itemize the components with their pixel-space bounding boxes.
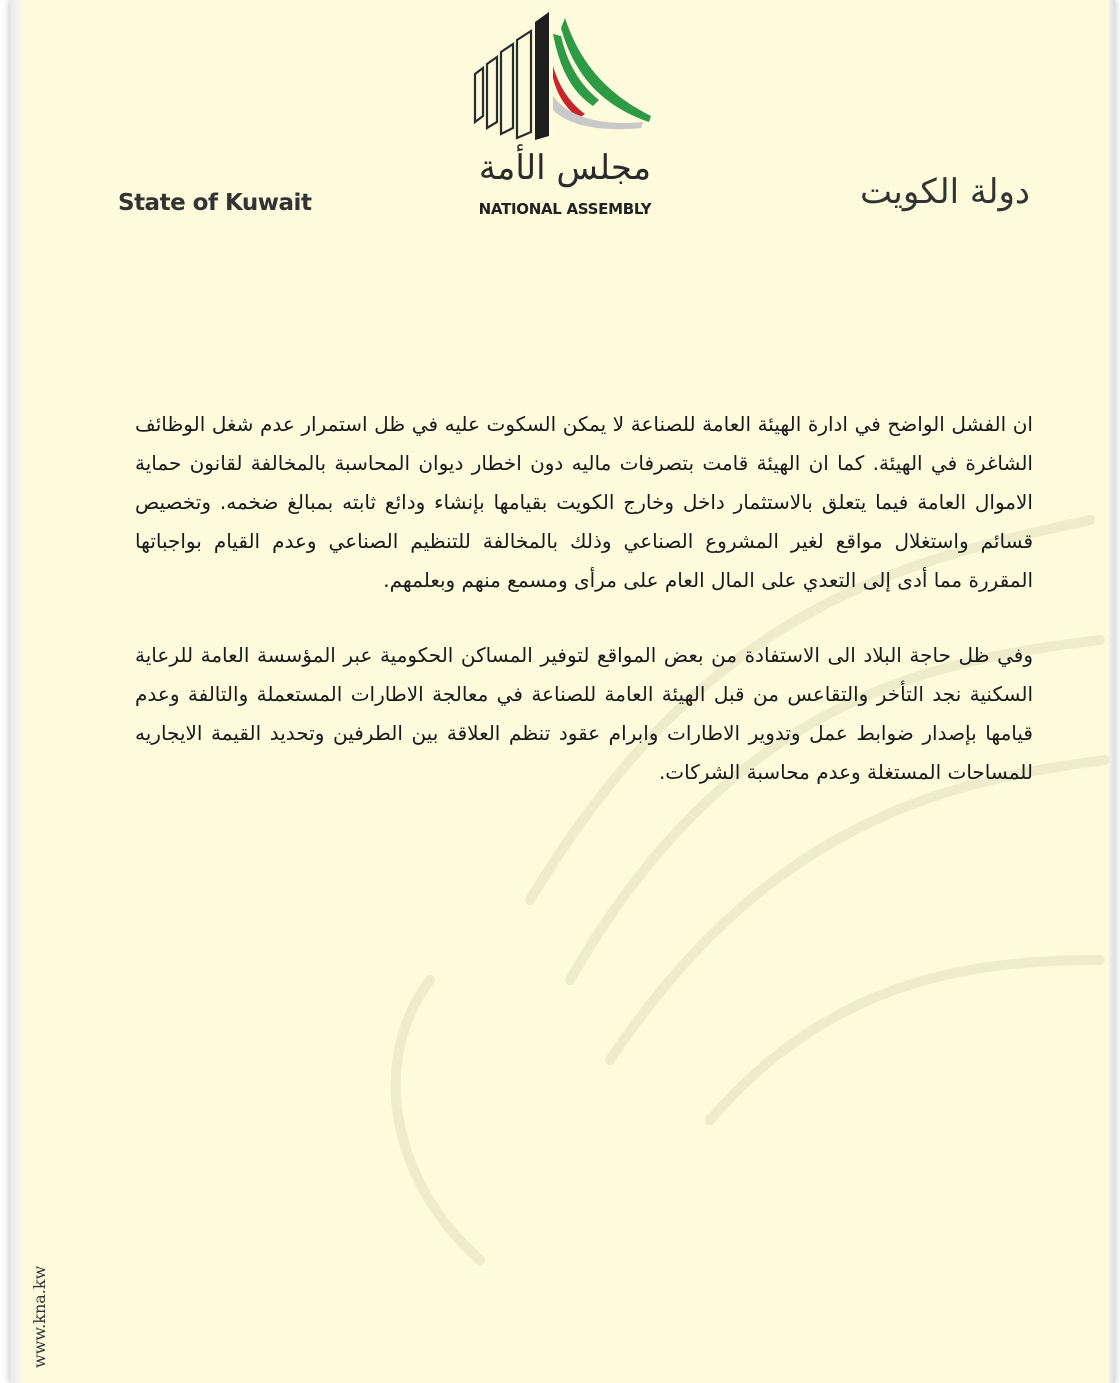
page-edge-right xyxy=(1109,0,1115,1383)
logo-english-text: NATIONAL ASSEMBLY xyxy=(478,200,652,218)
letter-page xyxy=(10,0,1115,1383)
letter-body xyxy=(135,405,1033,792)
state-of-kuwait-arabic: دولة الكويت xyxy=(860,172,1030,212)
website-url: www.kna.kw xyxy=(30,1265,49,1368)
state-of-kuwait-english: State of Kuwait xyxy=(118,190,312,216)
paragraph-2: وفي ظل حاجة البلاد الى الاستفادة من بعض المواقع لتوفير المساكن الحكومية عبر المؤسسة العامة للرعاية السكنية نجد التأخر والتقاعس من قبل الهيئة العامة للصناعة في معالجة الاطارات المستعملة والتالفة وعدم قيامها بإصدار ضوابط عمل وتدوير الاطارات وابرام عقود تنظم العلاقة بين الطرفين وتحديد القيمة الايجاريه للمساحات المستغلة وعدم محاسبة الشركات. xyxy=(135,643,1033,784)
page-edge-left xyxy=(10,0,22,1383)
paragraph-1: ان الفشل الواضح في ادارة الهيئة العامة للصناعة لا يمكن السكوت عليه في ظل استمرار عدم شغل الوظائف الشاغرة في الهيئة. كما ان الهيئة قامت بتصرفات ماليه دون اخطار ديوان المحاسبة بالمخالفة لقانون حماية الاموال العامة فيما يتعلق بالاستثمار داخل وخارج الكويت بقيامها بإنشاء ودائع ثابته بمبالغ ضخمه. وتخصيص قسائم واستغلال مواقع لغير المشروع الصناعي وذلك بالمخالفة للتنظيم الصناعي وعدم القيام بواجباتها المقررة مما أدى إلى التعدي على المال العام على مرأى ومسمع منهم وبعلمهم. xyxy=(135,412,1033,592)
national-assembly-logo xyxy=(473,4,653,144)
logo-arabic-text: مجلس الأمة xyxy=(478,148,652,188)
